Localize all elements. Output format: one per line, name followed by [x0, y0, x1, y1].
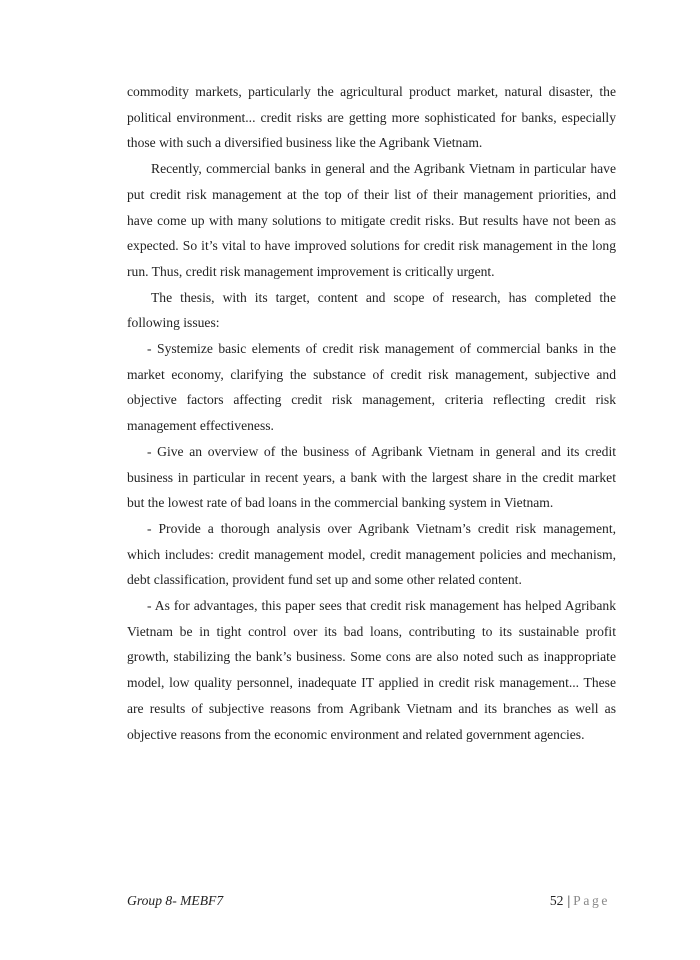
paragraph-thesis-issues: The thesis, with its target, content and scope of research, has completed the following issues:	[127, 289, 616, 331]
paragraph-intro-continuation: commodity markets, particularly the agricultural product market, natural disaster, the political environment... credit risks are getting more sophisticated for banks, especially those with such a diversified business like the Agribank Vietnam.	[127, 84, 616, 151]
list-item-overview: - Give an overview of the business of Agribank Vietnam in general and its credit business in particular in recent years, a bank with the largest share in the credit market but the lowest rate of bad loans in the commercial banking system in Vietnam.	[127, 443, 616, 511]
document-body	[127, 79, 616, 747]
list-item-advantages: - As for advantages, this paper sees that credit risk management has helped Agribank Vietnam be in tight control over its bad loans, contributing to its sustainable profit growth, stabilizing the bank’s business. Some cons are also noted such as inappropriate model, low quality personnel, inadequate IT applied in credit risk management... These are results of subjective reasons from Agribank Vietnam and its branches as well as objective reasons from the economic environment and related government agencies.	[127, 598, 616, 742]
footer-group-label: Group 8- MEBF7	[127, 893, 224, 908]
page-word: Page	[573, 893, 610, 908]
footer-page-indicator	[550, 893, 610, 909]
paragraph-credit-risk-priorities: Recently, commercial banks in general and the Agribank Vietnam in particular have put credit risk management at the top of their list of their management priorities, and have come up with many solutions to mitigate credit risks. But results have not been as expected. So it’s vital to have improved solutions for credit risk management in the long run. Thus, credit risk management improvement is critically urgent.	[127, 161, 616, 279]
list-item-analysis: - Provide a thorough analysis over Agribank Vietnam’s credit risk management, which includes: credit management model, credit management policies and mechanism, debt classification, provident fund set up and some other related content.	[127, 520, 616, 588]
list-item-systemize: - Systemize basic elements of credit risk management of commercial banks in the market economy, clarifying the substance of credit risk management, subjective and objective factors affecting credit risk management, criteria reflecting credit risk management effectiveness.	[127, 341, 616, 434]
page-number: 52	[549, 893, 564, 908]
page-separator: |	[567, 893, 571, 908]
page-footer	[127, 893, 616, 917]
